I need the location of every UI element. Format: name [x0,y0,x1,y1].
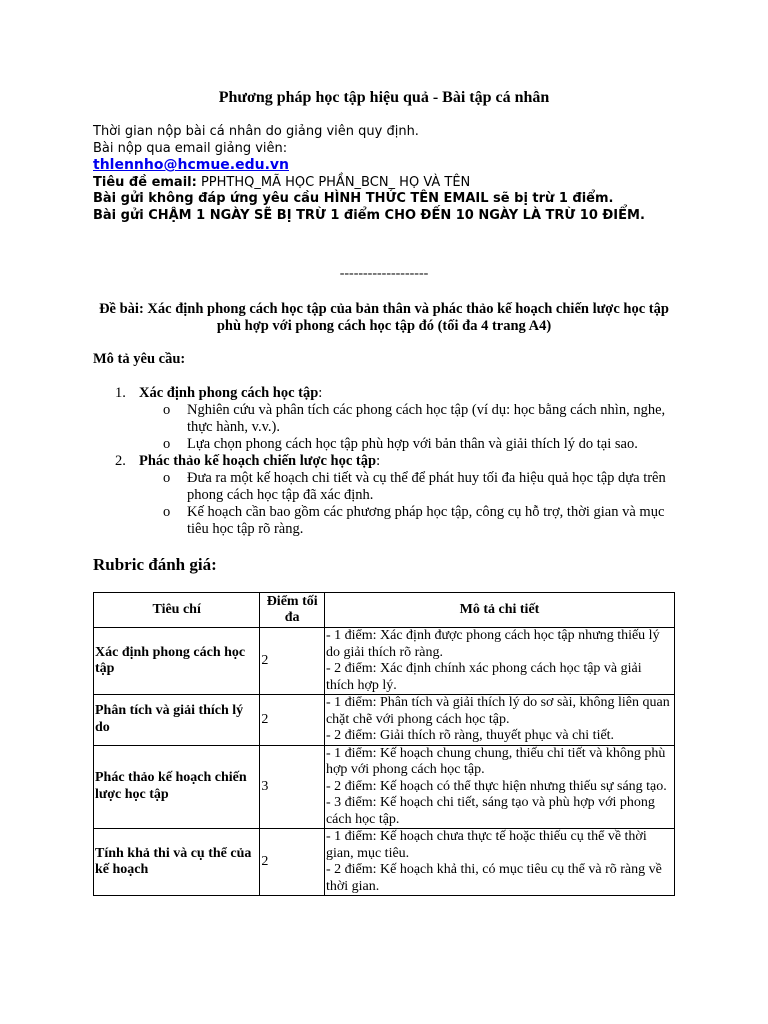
detail-line: - 1 điểm: Kế hoạch chung chung, thiếu chi tiết và không phù hợp với phong cách học tập. [325,745,666,777]
email-subject-format: PPHTHQ_MÃ HỌC PHẦN_BCN_ HỌ VÀ TÊN [196,174,471,190]
score-cell: 2 [260,695,325,746]
list-item [139,436,683,453]
subitem-text: Đưa ra một kế hoạch chi tiết và cụ thể để phát huy tối đa hiệu quả học tập dựa trên phong cách học tập đã xác định. [187,470,666,503]
deadline-note: Thời gian nộp bài cá nhân do giảng viên quy định. [93,124,419,139]
criterion-cell: Phân tích và giải thích lý do [94,695,260,746]
late-penalty-rule: Bài gửi CHẬM 1 NGÀY SẼ BỊ TRỪ 1 điểm CHO ĐẾN 10 NGÀY LÀ TRỪ 10 ĐIỂM. [93,207,645,223]
detail-line: - 2 điểm: Xác định chính xác phong cách học tập và giải thích hợp lý. [325,661,642,693]
list-item [139,504,683,538]
detail-line: - 1 điểm: Xác định được phong cách học tập nhưng thiếu lý do giải thích rõ ràng. [325,628,660,660]
requirement-title: Xác định phong cách học tập [139,385,319,401]
detail-line: - 1 điểm: Phân tích và giải thích lý do sơ sài, không liên quan chặt chẽ với phong cách học tập. [325,695,670,727]
requirement-colon: : [376,453,381,469]
subitem-text: Lựa chọn phong cách học tập phù hợp với bản thân và giải thích lý do tại sao. [187,436,638,452]
requirement-item [93,385,683,453]
table-row [94,628,675,695]
detail-line: - 3 điểm: Kế hoạch chi tiết, sáng tạo và phù hợp với phong cách học tập. [325,795,655,827]
detail-line: - 2 điểm: Kế hoạch khả thi, có mục tiêu cụ thể và rõ ràng về thời gian. [325,862,662,894]
score-cell: 3 [260,745,325,829]
criterion-cell: Phác thảo kế hoạch chiến lược học tập [94,745,260,829]
table-row [94,695,675,746]
header-max-score: Điểm tối đa [260,593,325,628]
list-item [139,402,683,436]
rubric-table [93,592,675,896]
score-cell: 2 [260,829,325,896]
header-details: Mô tả chi tiết [324,593,674,628]
table-row [94,745,675,829]
email-subject-line [93,175,693,192]
document-title: Phương pháp học tập hiệu quả - Bài tập cá nhân [218,89,550,106]
details-cell [324,628,674,695]
criterion-cell: Tính khả thi và cụ thể của kế hoạch [94,829,260,896]
requirement-subitems [139,470,683,538]
section-divider: ------------------- [339,266,429,281]
requirement-number: 1. [115,385,126,401]
score-cell: 2 [260,628,325,695]
bullet-icon: o [163,402,171,418]
assignment-prompt: Đề bài: Xác định phong cách học tập của bản thân và phác thảo kế hoạch chiến lược học tập phù hợp với phong cách học tập đó (tối đa 4 trang A4) [99,301,669,334]
details-cell [324,829,674,896]
submission-info [93,124,693,224]
requirement-colon: : [318,385,323,401]
rubric-heading: Rubric đánh giá: [93,555,217,574]
instructor-email-link[interactable]: thlennho@hcmue.edu.vn [93,157,289,173]
detail-line: - 2 điểm: Kế hoạch có thể thực hiện nhưng thiếu sự sáng tạo. [325,778,667,794]
detail-line: - 2 điểm: Giải thích rõ ràng, thuyết phục và chi tiết. [325,728,615,743]
bullet-icon: o [163,436,171,452]
requirement-item [93,453,683,538]
bullet-icon: o [163,504,171,520]
email-note: Bài nộp qua email giảng viên: [93,140,288,156]
detail-line: - 1 điểm: Kế hoạch chưa thực tế hoặc thiếu cụ thể về thời gian, mục tiêu. [325,829,647,861]
requirement-title: Phác thảo kế hoạch chiến lược học tập [139,453,377,469]
details-cell [324,695,674,746]
table-row [94,829,675,896]
email-format-rule: Bài gửi không đáp ứng yêu cầu HÌNH THỨC TÊN EMAIL sẽ bị trừ 1 điểm. [93,191,614,206]
email-subject-label: Tiêu đề email: [93,174,197,190]
subitem-text: Kế hoạch cần bao gồm các phương pháp học tập, công cụ hỗ trợ, thời gian và mục tiêu học tập rõ ràng. [187,504,665,537]
bullet-icon: o [163,470,171,486]
list-item [139,470,683,504]
subitem-text: Nghiên cứu và phân tích các phong cách học tập (ví dụ: học bằng cách nhìn, nghe, thực hành, v.v.). [187,402,666,435]
table-header-row [94,593,675,628]
requirement-subitems [139,402,683,453]
header-criterion: Tiêu chí [94,593,260,628]
requirements-heading: Mô tả yêu cầu: [93,351,186,367]
requirement-number: 2. [115,453,126,469]
requirements-list [93,385,683,538]
details-cell [324,745,674,829]
criterion-cell: Xác định phong cách học tập [94,628,260,695]
